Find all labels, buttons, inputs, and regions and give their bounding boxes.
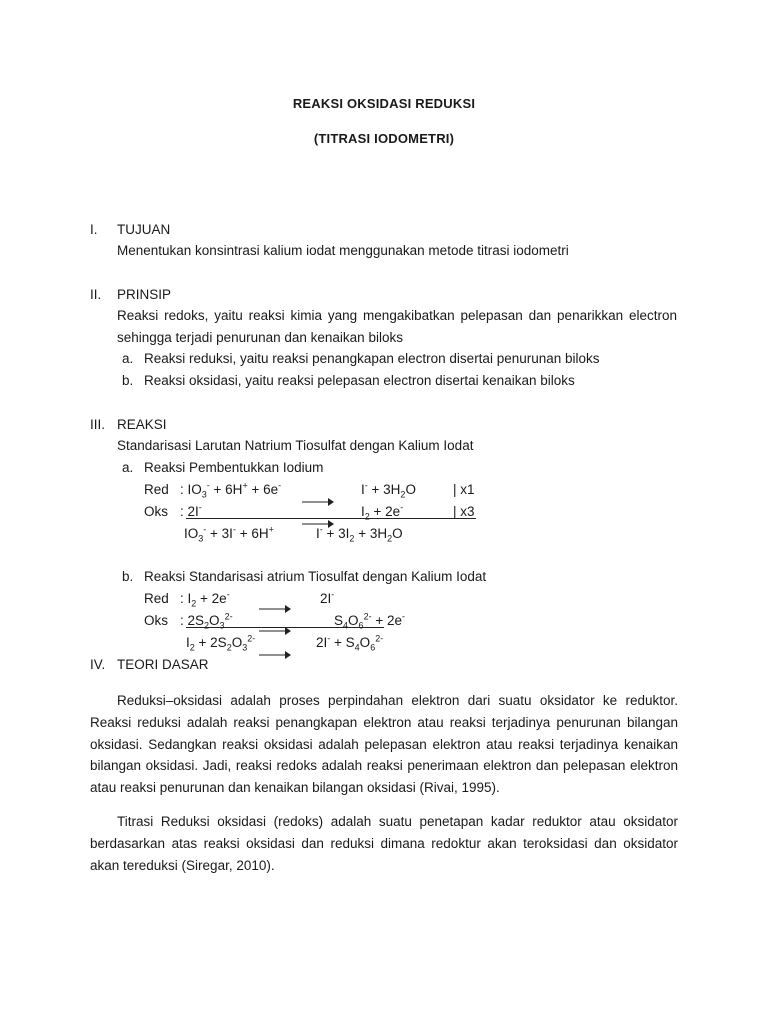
- section-intro: Standarisasi Larutan Natrium Tiosulfat dengan Kalium Iodat: [117, 438, 474, 453]
- equation-oks-right: $S_4O_6^{2-} + 2e^-$: [334, 611, 405, 631]
- equation-total-left: $I_2 + 2S_2O_3^{2-}$: [186, 633, 256, 653]
- multiplier-x3: | x3: [453, 504, 475, 519]
- section-text: Menentukan konsintrasi kalium iodat menggunakan metode titrasi iodometri: [117, 243, 569, 258]
- equation-total-right: $2I^- + S_4O_6^{2-}$: [316, 633, 384, 653]
- equation-oks-left: : $2S_2O_3^{2-}$: [180, 611, 233, 631]
- multiplier-x1: | x1: [453, 482, 475, 497]
- section-heading: PRINSIP: [117, 287, 172, 302]
- section-number: III.: [90, 417, 106, 432]
- body-paragraph: Reduksi–oksidasi adalah proses perpindahan elektron dari suatu oksidator ke reduktor. Reaksi reduksi adalah reaksi penangkapan elektron atau reaksi terjadinya penurunan bilangan oksidasi. Sedangkan reaksi oksidasi adalah pelepasan elektron atau reaksi terjadinya kenaikan bilangan oksidasi. Jadi, reaksi redoks adalah reaksi penerimaan elektron dan pelepasan elektron atau reaksi penurunan dan kenaikan bilangan oksidasi (Rivai, 1995).: [90, 693, 678, 796]
- section-number: II.: [90, 287, 102, 302]
- equation-red-right: $I^- + 3H_2O$: [361, 480, 416, 500]
- equation-oks-right: $I_2 + 2e^-$: [361, 502, 404, 522]
- section-heading: TEORI DASAR: [117, 657, 209, 672]
- section-text: Reaksi redoks, yaitu reaksi kimia yang mengakibatkan pelepasan dan penarikkan electron sehingga terjadi penurunan dan kenaikan biloks: [117, 308, 677, 345]
- reaction-arrow-icon: [259, 626, 291, 636]
- list-item: Reaksi Standarisasi atrium Tiosulfat dengan Kalium Iodat: [144, 569, 487, 584]
- red-label: Red: [144, 482, 169, 497]
- equation-red-left: : $I_2 + 2e^-$: [180, 589, 230, 609]
- list-label: a.: [122, 351, 134, 366]
- list-item: Reaksi oksidasi, yaitu reaksi pelepasan electron disertai kenaikan biloks: [144, 373, 575, 388]
- reaction-arrow-icon: [259, 650, 291, 660]
- section-number: I.: [90, 222, 98, 237]
- list-label: b.: [122, 373, 134, 388]
- red-label: Red: [144, 591, 169, 606]
- reaction-arrow-icon: [259, 604, 291, 614]
- section-number: IV.: [90, 657, 106, 672]
- equation-oks-left: : 2I-: [180, 502, 202, 519]
- reaction-arrow-icon: [302, 497, 334, 507]
- section-heading: REAKSI: [117, 417, 167, 432]
- list-item: Reaksi Pembentukkan Iodium: [144, 460, 324, 475]
- section-heading: TUJUAN: [117, 222, 171, 237]
- page-title: REAKSI OKSIDASI REDUKSI: [292, 96, 476, 111]
- equation-red-left: : $IO_3^- + 6H^+ + 6e^-$: [180, 480, 282, 500]
- list-item: Reaksi reduksi, yaitu reaksi penangkapan electron disertai penurunan biloks: [144, 351, 600, 366]
- page-subtitle: (TITRASI IODOMETRI): [313, 131, 455, 146]
- equation-red-right: 2I-: [320, 589, 335, 606]
- body-paragraph: Titrasi Reduksi oksidasi (redoks) adalah suatu penetapan kadar reduktor atau oksidator berdasarkan atas reaksi oksidasi dan reduksi dimana redoktur akan teroksidasi dan oksidator akan tereduksi (Siregar, 2010).: [90, 814, 678, 873]
- equation-total-left: $IO_3^- + 3I^- + 6H^+$: [184, 524, 274, 544]
- list-label: a.: [122, 460, 134, 475]
- equation-total-right: $I^- + 3I_2 + 3H_2O$: [316, 524, 403, 544]
- oks-label: Oks: [144, 613, 169, 628]
- oks-label: Oks: [144, 504, 169, 519]
- list-label: b.: [122, 569, 134, 584]
